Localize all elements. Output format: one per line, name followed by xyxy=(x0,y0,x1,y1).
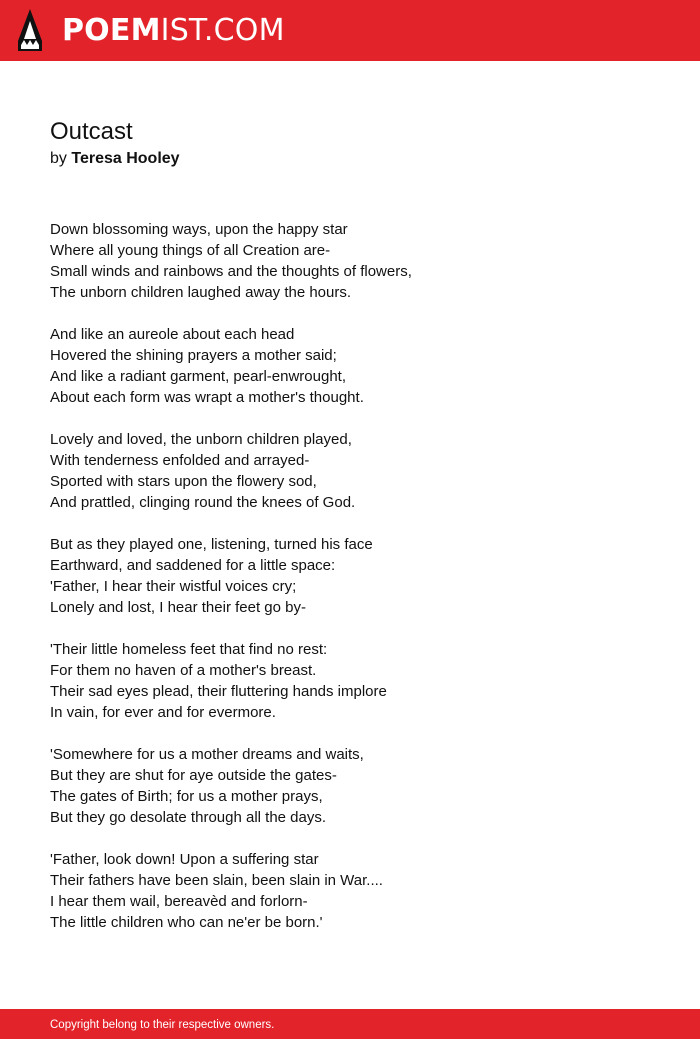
site-logo[interactable] xyxy=(62,13,285,49)
poem-line: Lonely and lost, I hear their feet go by- xyxy=(50,599,306,616)
site-footer xyxy=(0,1009,700,1039)
poem-line: And prattled, clinging round the knees of God. xyxy=(50,494,356,511)
poem-body xyxy=(50,219,670,954)
poem-line: I hear them wail, bereavèd and forlorn- xyxy=(50,893,308,910)
stanza xyxy=(50,324,670,408)
poem-line: Lovely and loved, the unborn children played, xyxy=(50,431,352,448)
stanza xyxy=(50,639,670,723)
poem-line: The unborn children laughed away the hours. xyxy=(50,284,352,301)
poem-title: Outcast xyxy=(50,118,133,145)
poem-line: With tenderness enfolded and arrayed- xyxy=(50,452,310,469)
logo-light-text: IST.COM xyxy=(160,13,285,48)
poem-line: But they are shut for aye outside the gates- xyxy=(50,767,337,784)
poem-line: 'Somewhere for us a mother dreams and waits, xyxy=(50,746,364,763)
poem-line: But as they played one, listening, turned his face xyxy=(50,536,373,553)
poem-line: But they go desolate through all the days. xyxy=(50,809,327,826)
poem-line: Small winds and rainbows and the thoughts of flowers, xyxy=(50,263,412,280)
stanza xyxy=(50,534,670,618)
site-header xyxy=(0,0,700,61)
poem-line: 'Father, I hear their wistful voices cry; xyxy=(50,578,297,595)
poem-line: Earthward, and saddened for a little space: xyxy=(50,557,336,574)
poem-line: Down blossoming ways, upon the happy star xyxy=(50,221,348,238)
copyright-text: Copyright belong to their respective owners. xyxy=(50,1019,275,1031)
poem-line: 'Their little homeless feet that find no rest: xyxy=(50,641,328,658)
poem-line: The little children who can ne'er be born.' xyxy=(50,914,323,931)
by-label: by xyxy=(50,150,67,167)
poem-line: Their fathers have been slain, been slain in War.... xyxy=(50,872,383,889)
stanza xyxy=(50,429,670,513)
poem-line: Hovered the shining prayers a mother said; xyxy=(50,347,337,364)
pencil-tip-icon xyxy=(18,9,42,51)
poem-line: 'Father, look down! Upon a suffering star xyxy=(50,851,319,868)
poem-line: Where all young things of all Creation are- xyxy=(50,242,331,259)
poem-line: Sported with stars upon the flowery sod, xyxy=(50,473,317,490)
stanza xyxy=(50,849,670,933)
stanza xyxy=(50,744,670,828)
author-name: Teresa Hooley xyxy=(71,150,180,167)
poem-line: And like an aureole about each head xyxy=(50,326,295,343)
poem-line: For them no haven of a mother's breast. xyxy=(50,662,317,679)
poem-line: About each form was wrapt a mother's thought. xyxy=(50,389,364,406)
poem-line: And like a radiant garment, pearl-enwrought, xyxy=(50,368,347,385)
poem-line: The gates of Birth; for us a mother prays, xyxy=(50,788,323,805)
poem-line: In vain, for ever and for evermore. xyxy=(50,704,276,721)
stanza xyxy=(50,219,670,303)
byline xyxy=(50,149,180,169)
logo-bold-text: POEM xyxy=(62,13,161,48)
poem-line: Their sad eyes plead, their fluttering hands implore xyxy=(50,683,387,700)
